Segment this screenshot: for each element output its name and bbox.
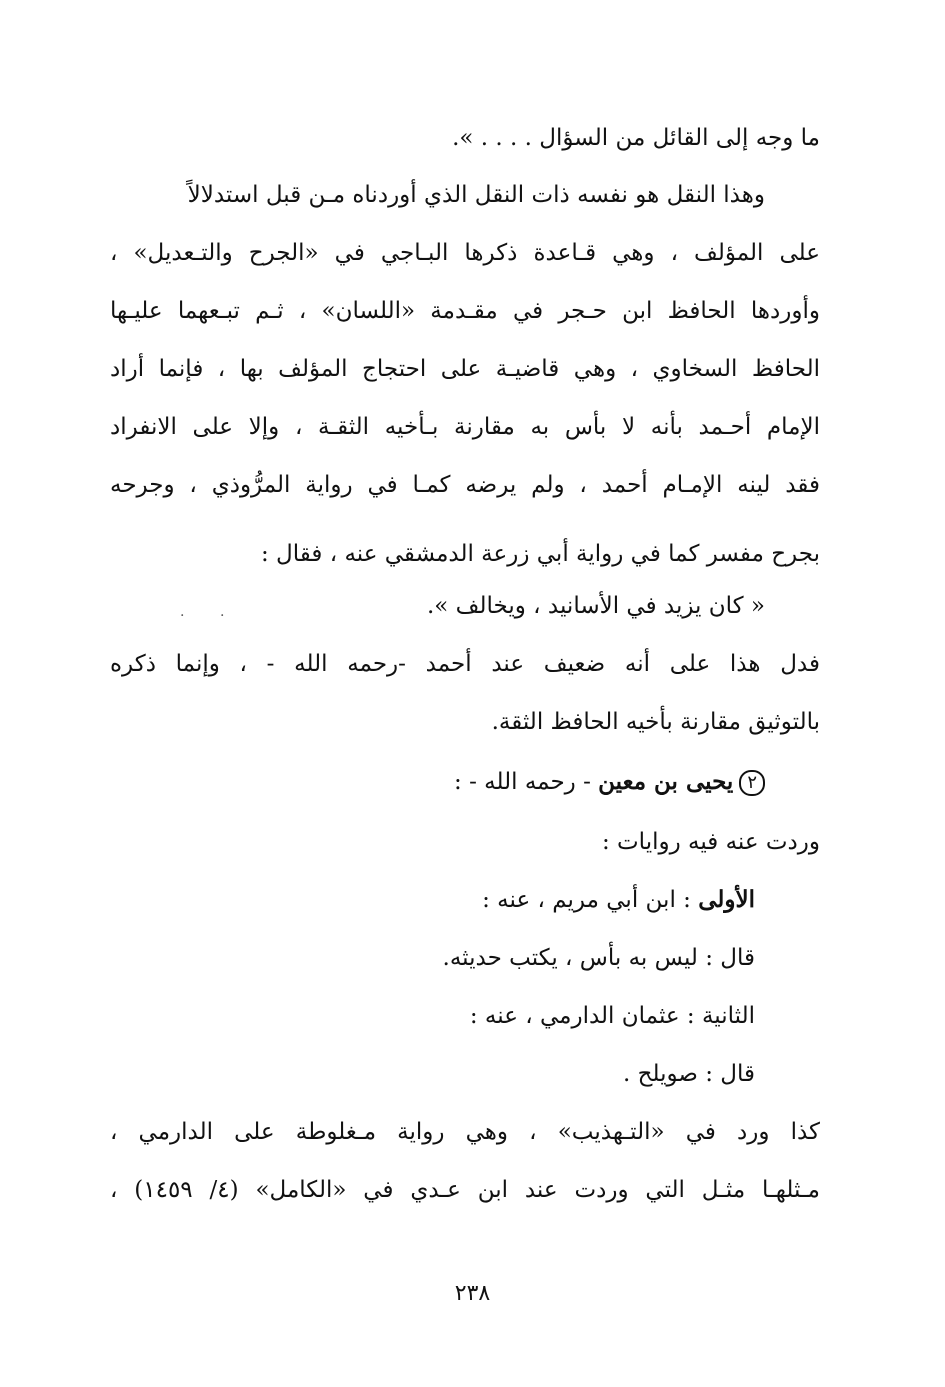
first-narration (110, 883, 755, 917)
second-quote: قال : صويلح . (623, 1061, 755, 1087)
text-line-8: بجرح مفسر كما في رواية أبي زرعة الدمشقي عنه ، فقال : (261, 541, 820, 567)
first-label: الأولى (698, 886, 755, 913)
text-line-4: وأوردها الحافظ ابن حـجر في مقـدمة «اللسان» ، ثـم تبـعهما عليـها (110, 298, 820, 324)
first-quote: قال : ليس به بأس ، يكتب حديثه. (442, 945, 755, 971)
closing-line-1: كذا ورد في «التـهذيب» ، وهي رواية مـغلوطة على الدارمي ، (110, 1119, 820, 1145)
speck-mark: . (180, 604, 185, 620)
intro-line: وردت عنه فيه روايات : (601, 829, 820, 855)
speck-mark-2: . (220, 604, 225, 620)
heading-name: يحيى بن معين (598, 768, 734, 795)
text-line-9: فدل هذا على أنه ضعيف عند أحمد -رحمه الله - ، وإنما ذكره (110, 651, 820, 677)
text-line-3: على المؤلف ، وهي قـاعدة ذكرها البـاجي في «الجرح والتـعديل» ، (110, 240, 820, 266)
heading-suffix: - رحمه الله - : (454, 769, 599, 795)
text-line-2: وهذا النقل هو نفسه ذات النقل الذي أوردناه مـن قبل استدلالاً (187, 182, 765, 208)
page-number: ٢٣٨ (454, 1281, 491, 1306)
second-narration: الثانية : عثمان الدارمي ، عنه : (469, 1003, 755, 1029)
text-line-5: الحافظ السخاوي ، وهي قاضيـة على احتجاج المؤلف بها ، فإنما أراد (110, 356, 820, 382)
section-heading (110, 765, 765, 799)
text-line-6: الإمام أحـمد بأنه لا بأس به مقارنة بـأخيه الثقـة ، وإلا على الانفراد (110, 414, 820, 440)
text-line-7: فقد لينه الإمـام أحمد ، ولم يرضه كمـا في رواية المرُّوذي ، وجرحه (110, 472, 820, 498)
closing-line-2: مـثلهـا مثـل التي وردت عند ابن عـدي في «الكامل» (٤/ ١٤٥٩) ، (110, 1177, 820, 1203)
text-line-1: ما وجه إلى القائل من السؤال . . . . ». (452, 125, 820, 151)
text-line-10: بالتوثيق مقارنة بأخيه الحافظ الثقة. (491, 709, 820, 735)
heading-number: ٢ (739, 770, 765, 796)
first-text: : ابن أبي مريم ، عنه : (482, 887, 699, 913)
quote-line: « كان يزيد في الأسانيد ، ويخالف ». (426, 593, 765, 619)
